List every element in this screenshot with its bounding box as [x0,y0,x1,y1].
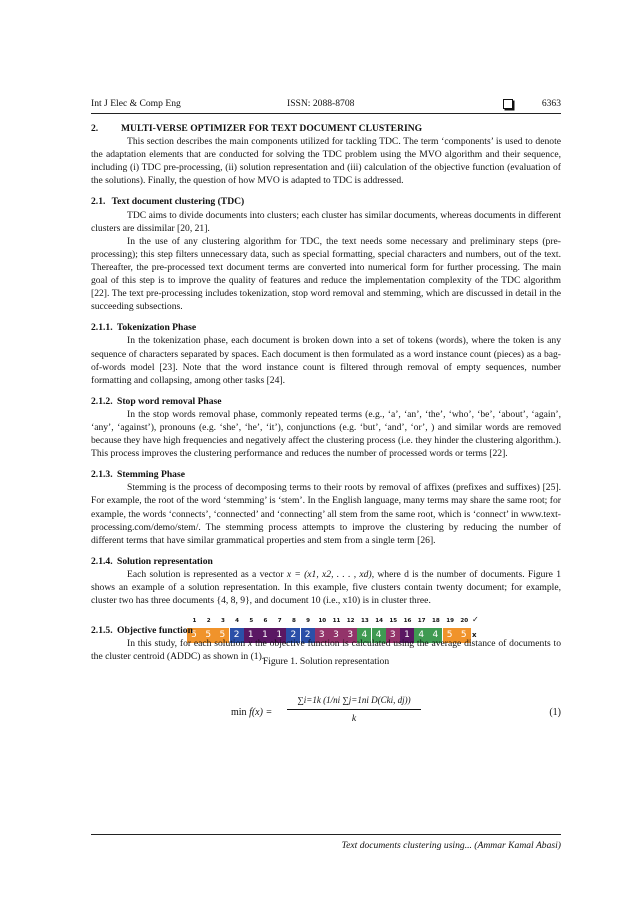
section-2-1-4-paragraph: Each solution is represented as a vector x = (x1, x2, . . . , xd), where d is the number of documents. Figure 1 shows an example of a solution representation. In this example, five clusters contain twenty document; for example, cluster two has three documents {4, 8, 9}, and document 10 (i.e., x10) is in cluster three. [91,568,561,607]
figure-index-label: 17 [417,618,426,625]
figure-cluster-cell: 5 [457,628,471,643]
section-2-1-paragraph-1: TDC aims to divide documents into clusters; each cluster has similar documents, whereas documents in different clusters are dissimilar [20, 21]. [91,209,561,234]
figure-index-label: 14 [375,618,383,625]
section-heading-2-1-5: 2.1.5. Objective function [91,625,193,636]
figure-index-label: 10 [318,618,327,625]
figure-caption: Figure 1. Solution representation [262,656,390,668]
equation-numerator: ∑i=1k (1/ni ∑j=1ni D(Cki, dj)) [287,694,421,710]
section-heading-2: 2. MULTI-VERSE OPTIMIZER FOR TEXT DOCUMENT CLUSTERING [91,123,423,134]
figure-cluster-cell: 2 [286,628,300,643]
equation-number: (1) [549,707,561,718]
solution-vector: x = (x1, x2, . . . , xd) [286,568,372,580]
figure-index-label: 18 [431,618,440,625]
figure-index-label: 20 [460,618,469,625]
figure-index-label: 7 [277,618,282,625]
equation-denominator: k [351,713,357,725]
section-heading-2-1-4: 2.1.4. Solution representation [91,555,213,567]
figure-cluster-cell: 4 [428,628,442,643]
figure-index-label: 4 [235,618,240,625]
equation-lhs: min f(x) = [231,707,273,718]
header-rule [91,113,561,114]
figure-cluster-cell: 5 [443,628,457,643]
figure-index-label: 11 [332,618,341,625]
figure-index-label: 6 [263,618,268,625]
figure-cluster-cell: 1 [400,628,414,643]
section-2-paragraph: This section describes the main components utilized for tackling TDC. The term ‘components’ is used to denote the adaptation elements that are conducted for solving the TDC problem using the MVO algorithm and their sequence, including (i) TDC pre-processing, (ii) solution representation and (iii) calculation of the objective function (evaluation of the solutions). Finally, the question of how MVO is adapted to TDC is addressed. [91,136,561,187]
figure-cluster-cell: 3 [386,628,400,643]
equation-block [91,694,561,734]
figure-cluster-cell: 4 [372,628,386,643]
issn: ISSN: 2088-8708 [287,98,355,109]
figure-index-label: 19 [446,618,454,625]
figure-index-label: 5 [249,618,254,625]
equation-fraction [287,694,421,725]
section-2-1-2-paragraph: In the stop words removal phase, commonly repeated terms (e.g., ‘a’, ‘an’, ‘the’, ‘who’, ‘be’, ‘about’, ‘again’, ‘any’, ‘against’), pronouns (e.g. ‘she’, ‘he’, ‘it’), conjunctions (e.g. ‘but’, ‘and’, ‘or’, ) and similar words are removed because they have high frequencies and negatively affect the clustering process (i.e. they hinder the clustering algorithm.). This process improves the clustering performance and reduces the number of processed words or terms [22]. [91,408,561,460]
section-2-1-1-paragraph: In the tokenization phase, each document is broken down into a set of tokens (words), where the token is any sequence of characters separated by spaces. Each document is then formulated as a word instance count (pieces) as a bag-of-words model [23]. Note that the word instance count is filtered through removal of empty sequences, number formatting and collapsing, among other tasks [24]. [91,335,561,386]
x-variable-icon: x [472,631,477,640]
figure-cluster-cell: 5 [201,628,215,643]
footer-rule [91,834,561,835]
square-icon [503,99,513,109]
section-2-1-paragraph-2: In the use of any clustering algorithm for TDC, the text needs some necessary and preliminary steps (pre-processing); this step filters unnecessary data, such as special formatting, special characters and numbers, out of the text. Thereafter, the pre-processed text document terms are converted into numerical form for further processing. The main goal of this step is to improve the quality of features and reduce the implementation complexity of the TDC algorithm [22]. The text pre-processing includes tokenization, stop word removal and stemming, which are discussed in detail in the succeeding subsections. [91,235,561,313]
figure-index-label: 9 [306,618,311,625]
section-heading-2-1-3: 2.1.3. Stemming Phase [91,469,185,481]
figure-cluster-cell: 3 [315,628,329,643]
page-number: 6363 [541,98,561,109]
section-2-1-5-paragraph: In this study, for each solution x the objective function is calculated using the average distance of documents to the cluster centroid (ADDC) as shown in (1). [91,638,561,663]
solution-variable: x [248,638,253,650]
section-2-1-3-paragraph: Stemming is the process of decomposing terms to their roots by removal of affixes (prefixes and suffixes) [25]. For example, the root of the word ‘stemming’ is ‘stem’. In the English language, many terms may share the same root; for example, the words ‘connects’, ‘connected’ and ‘connecting’ all stem from the same root, which is ‘connect’ in www.text-processing.com/demo/stem/. The stemming process attempts to improve the clustering by reducing the number of different terms that have similar grammatical properties and stem from a single term [26]. [91,482,561,546]
figure-cluster-cell: 1 [258,628,272,643]
figure-cluster-cell: 5 [187,628,201,643]
section-heading-2-1-2: 2.1.2. Stop word removal Phase [91,395,222,407]
section-heading-2-1: 2.1. Text document clustering (TDC) [91,196,245,208]
figure-index-label: 3 [220,618,225,625]
figure-cluster-cell: 2 [301,628,315,643]
figure-cluster-cell: 5 [215,628,229,643]
figure-index-label: 12 [346,618,355,625]
figure-cluster-cell: 4 [357,628,371,643]
section-heading-2-1-1: 2.1.1. Tokenization Phase [91,322,197,334]
figure-index-label: 13 [360,618,369,625]
check-icon: ✓ [472,615,479,625]
page-header [91,96,561,112]
figure-cluster-cell: 3 [343,628,357,643]
figure-cluster-cell: 2 [230,628,244,643]
content-after-figure [91,624,561,663]
figure-index-label: 16 [403,618,412,625]
page-footer: Text documents clustering using... (Ammar Kamal Abasi) [341,840,561,851]
figure-index-label: 8 [291,618,296,625]
journal-name: Int J Elec & Comp Eng [91,98,181,109]
figure-cluster-cell: 1 [244,628,258,643]
main-content [91,122,561,668]
figure-index-label: 1 [192,618,197,625]
figure-index-label: 15 [389,618,398,625]
figure-index-label: 2 [206,618,211,625]
figure-cluster-cell: 1 [272,628,286,643]
figure-cluster-cell: 3 [329,628,343,643]
figure-cluster-cell: 4 [414,628,428,643]
